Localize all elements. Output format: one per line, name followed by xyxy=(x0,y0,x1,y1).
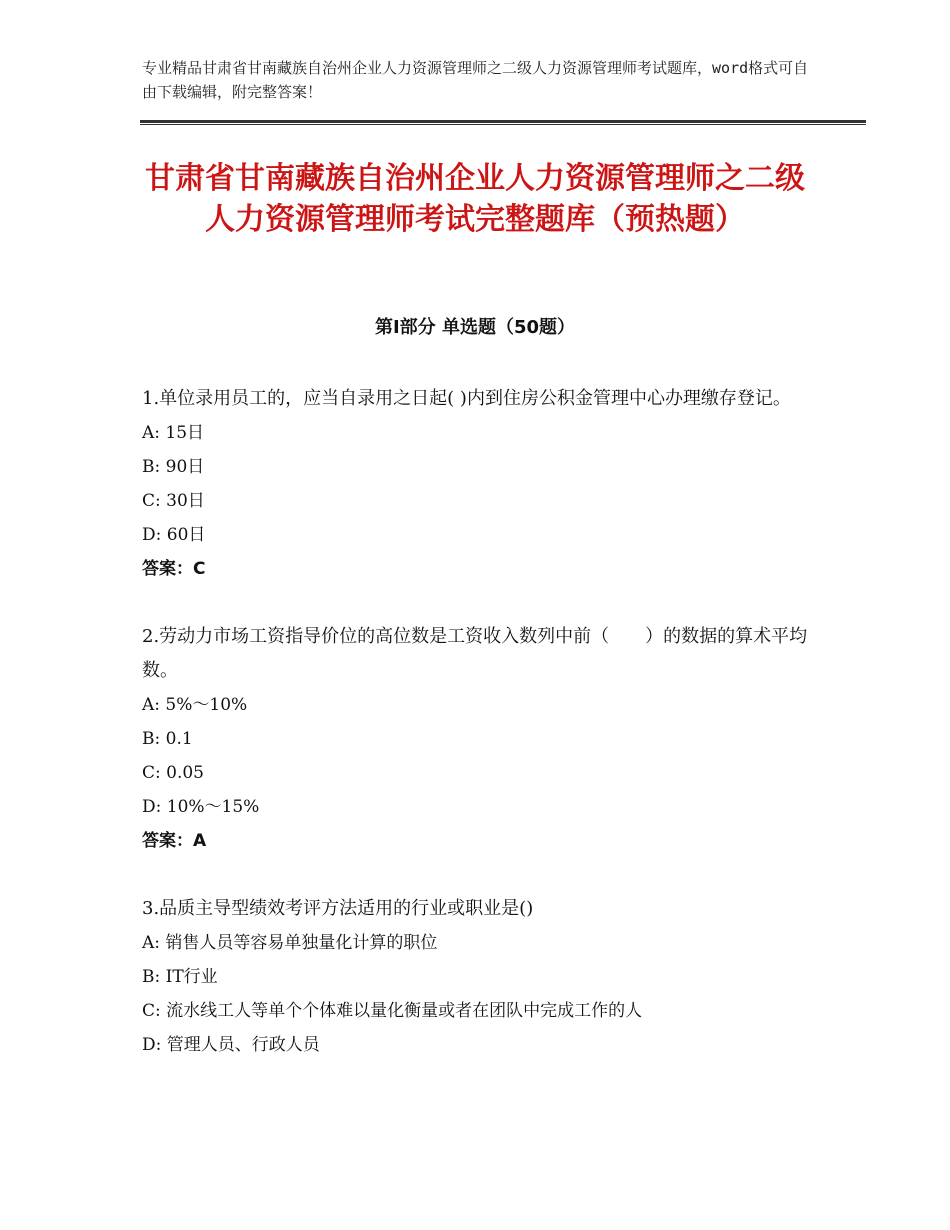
header-note: 专业精品甘肃省甘南藏族自治州企业人力资源管理师之二级人力资源管理师考试题库，word格式可自由下载编辑，附完整答案！ xyxy=(142,59,809,101)
question-stem: 1.单位录用员工的，应当自录用之日起( )内到住房公积金管理中心办理缴存登记。 xyxy=(142,388,791,409)
question-stem: 2.劳动力市场工资指导价位的高位数是工资收入数列中前（ ）的数据的算术平均数。 xyxy=(142,626,808,681)
option-b: B: 0.1 xyxy=(142,729,193,749)
option-a: A: 5%～10% xyxy=(142,695,248,715)
option-c: C: 0.05 xyxy=(142,763,204,783)
question-stem: 3.品质主导型绩效考评方法适用的行业或职业是() xyxy=(142,898,534,919)
option-b: B: 90日 xyxy=(142,457,205,477)
document-title: 甘肃省甘南藏族自治州企业人力资源管理师之二级人力资源管理师考试完整题库（预热题） xyxy=(145,161,805,237)
option-b: B: IT行业 xyxy=(142,967,218,987)
answer-label: 答案：C xyxy=(142,559,206,579)
option-a: A: 15日 xyxy=(142,423,205,443)
question-2 xyxy=(142,620,822,858)
option-d: D: 60日 xyxy=(142,525,206,545)
question-3 xyxy=(142,892,822,1062)
section-heading: 第Ⅰ部分 单选题（50题） xyxy=(374,317,575,338)
option-a: A: 销售人员等容易单独量化计算的职位 xyxy=(142,933,438,953)
option-d: D: 管理人员、行政人员 xyxy=(142,1035,320,1055)
question-list xyxy=(142,382,822,1096)
answer-label: 答案：A xyxy=(142,831,207,851)
option-c: C: 30日 xyxy=(142,491,205,511)
option-c: C: 流水线工人等单个个体难以量化衡量或者在团队中完成工作的人 xyxy=(142,1001,643,1021)
option-d: D: 10%～15% xyxy=(142,797,260,817)
header-divider xyxy=(140,120,866,125)
question-1 xyxy=(142,382,822,586)
